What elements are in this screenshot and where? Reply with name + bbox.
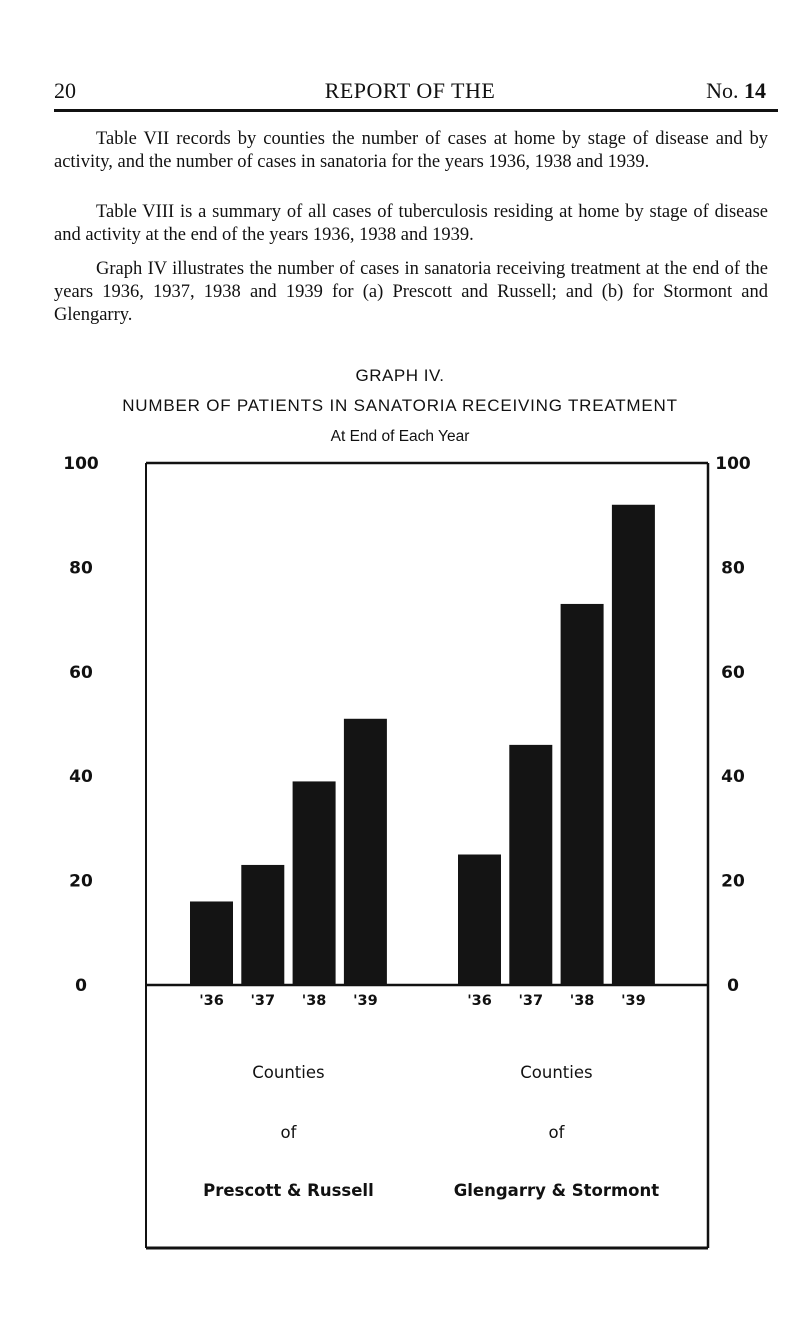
bar-group1-2: [241, 865, 284, 985]
graph-subtitle: NUMBER OF PATIENTS IN SANATORIA RECEIVING TREATMENT: [122, 396, 678, 415]
y-tick-label-left-80: 80: [69, 558, 93, 579]
graph-title: GRAPH IV.: [355, 366, 445, 385]
x-tick-label-group2-3: '38: [569, 993, 595, 1009]
x-tick-label-group2-4: '39: [621, 993, 646, 1009]
group-label-1-line1: Counties: [252, 1063, 325, 1082]
paragraph-table-vii: Table VII records by counties the number of cases at home by stage of disease and by activity, and the number of cases in sanatoria for the years 1936, 1938 and 1939.: [54, 129, 768, 172]
bar-group2-2: [509, 745, 552, 985]
paragraph-table-viii: Table VIII is a summary of all cases of tuberculosis residing at home by stage of disease and activity at the end of the years 1936, 1938 and 1939.: [54, 202, 768, 245]
group-label-2-line2: of: [548, 1123, 565, 1142]
y-tick-label-right-40: 40: [721, 767, 745, 788]
bar-group2-3: [561, 604, 604, 985]
report-number-prefix: No.: [706, 78, 739, 103]
x-tick-label-group2-1: '36: [467, 993, 492, 1009]
bar-group1-4: [344, 719, 387, 985]
y-tick-label-right-80: 80: [721, 558, 745, 579]
page-number: 20: [54, 78, 76, 103]
group-label-1-line3: Prescott & Russell: [203, 1181, 374, 1200]
y-tick-label-left-20: 20: [69, 871, 93, 892]
y-tick-label-left-60: 60: [69, 662, 93, 683]
y-tick-label-left-40: 40: [69, 767, 93, 788]
x-tick-label-group1-4: '39: [353, 993, 378, 1009]
y-tick-label-left-100: 100: [63, 454, 99, 474]
y-tick-label-left-0: 0: [75, 976, 87, 996]
paragraph-graph-iv: Graph IV illustrates the number of cases in sanatoria receiving treatment at the end of the years 1936, 1937, 1938 and 1939 for (a) Prescott and Russell; and (b) for Stormont and Glengarry.: [54, 259, 768, 325]
y-tick-label-right-100: 100: [715, 454, 751, 474]
y-tick-label-right-0: 0: [727, 976, 739, 996]
x-tick-label-group1-1: '36: [199, 993, 224, 1009]
bar-group2-1: [458, 855, 501, 986]
bar-group2-4: [612, 505, 655, 985]
y-tick-label-right-20: 20: [721, 871, 745, 892]
bar-group1-3: [293, 781, 336, 985]
group-label-2-line1: Counties: [520, 1063, 593, 1082]
x-tick-label-group2-2: '37: [518, 993, 544, 1009]
y-tick-label-right-60: 60: [721, 662, 745, 683]
graph-subtitle-year: At End of Each Year: [330, 428, 470, 445]
bar-group1-1: [190, 901, 233, 985]
running-title: REPORT OF THE: [324, 78, 496, 103]
group-label-1-line2: of: [280, 1123, 297, 1142]
x-tick-label-group1-3: '38: [301, 993, 327, 1009]
x-tick-label-group1-2: '37: [250, 993, 276, 1009]
report-number-value: 14: [744, 78, 766, 103]
group-label-2-line3: Glengarry & Stormont: [453, 1181, 660, 1200]
